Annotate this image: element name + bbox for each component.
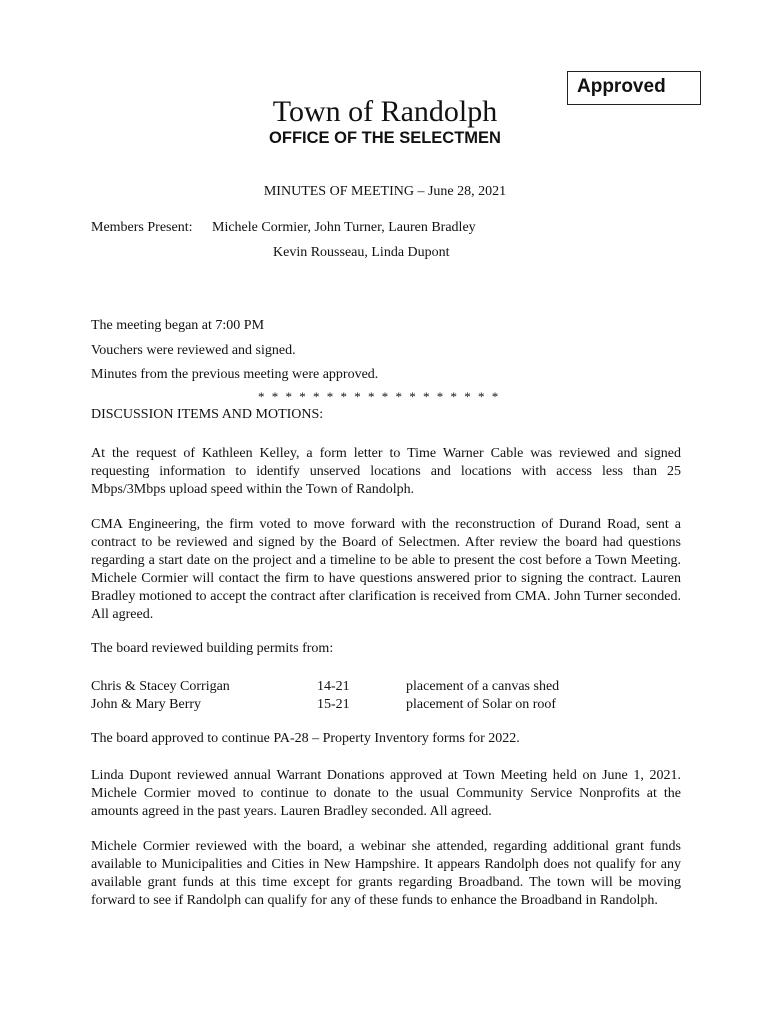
opening-line-1: The meeting began at 7:00 PM [91,318,265,333]
permit-name: John & Mary Berry [91,697,202,712]
office-title: OFFICE OF THE SELECTMEN [269,129,501,147]
permit-description: placement of a canvas shed [406,679,560,694]
members-line-2: Kevin Rousseau, Linda Dupont [273,245,450,260]
paragraph-time-warner: At the request of Kathleen Kelley, a form letter to Time Warner Cable was reviewed and signed requesting information to identify unserved locations and locations with access less than 25 Mbps/3Mbps upload speed within the Town of Randolph. [91,446,681,497]
separator: * * * * * * * * * * * * * * * * * * [258,389,501,404]
opening-line-3: Minutes from the previous meeting were approved. [91,367,379,382]
permit-number: 15-21 [317,697,350,712]
permit-row [91,696,691,714]
permits-table [91,678,691,714]
discussion-heading: DISCUSSION ITEMS AND MOTIONS: [91,407,324,422]
permit-description: placement of Solar on roof [406,697,557,712]
permit-number: 14-21 [317,679,350,694]
members-label: Members Present: [91,220,193,235]
approved-stamp: Approved [567,71,701,105]
paragraph-pa28: The board approved to continue PA-28 – Property Inventory forms for 2022. [91,731,520,746]
opening-line-2: Vouchers were reviewed and signed. [91,343,296,358]
paragraph-permits-intro: The board reviewed building permits from: [91,641,334,656]
town-title: Town of Randolph [272,95,498,128]
permit-row [91,678,691,696]
paragraph-grant-webinar: Michele Cormier reviewed with the board, a webinar she attended, regarding additional grant funds available to Municipalities and Cities in New Hampshire. It appears Randolph does not qualify for any available grant funds at this time except for grants regarding Broadband. The town will be moving forward to see if Randolph can qualify for any of these funds to enhance the Broadband in Randolph. [91,839,681,908]
paragraph-warrant-donations: Linda Dupont reviewed annual Warrant Donations approved at Town Meeting held on June 1, 2021. Michele Cormier moved to continue to donate to the usual Community Service Nonprofits at the amounts agreed in the past years. Lauren Bradley seconded. All agreed. [91,768,681,819]
members-present [91,220,476,236]
members-line-1: Michele Cormier, John Turner, Lauren Bradley [212,220,476,235]
permit-name: Chris & Stacey Corrigan [91,679,230,694]
minutes-title: MINUTES OF MEETING – June 28, 2021 [263,184,507,199]
paragraph-cma-engineering: CMA Engineering, the firm voted to move forward with the reconstruction of Durand Road, sent a contract to be reviewed and signed by the Board of Selectmen. After review the board had questions regarding a start date on the project and a timeline to be able to present the cost before a Town Meeting. Michele Cormier will contact the firm to have questions answered prior to signing the contract. Lauren Bradley motioned to accept the contract after clarification is received from CMA. John Turner seconded. All agreed. [91,517,681,622]
